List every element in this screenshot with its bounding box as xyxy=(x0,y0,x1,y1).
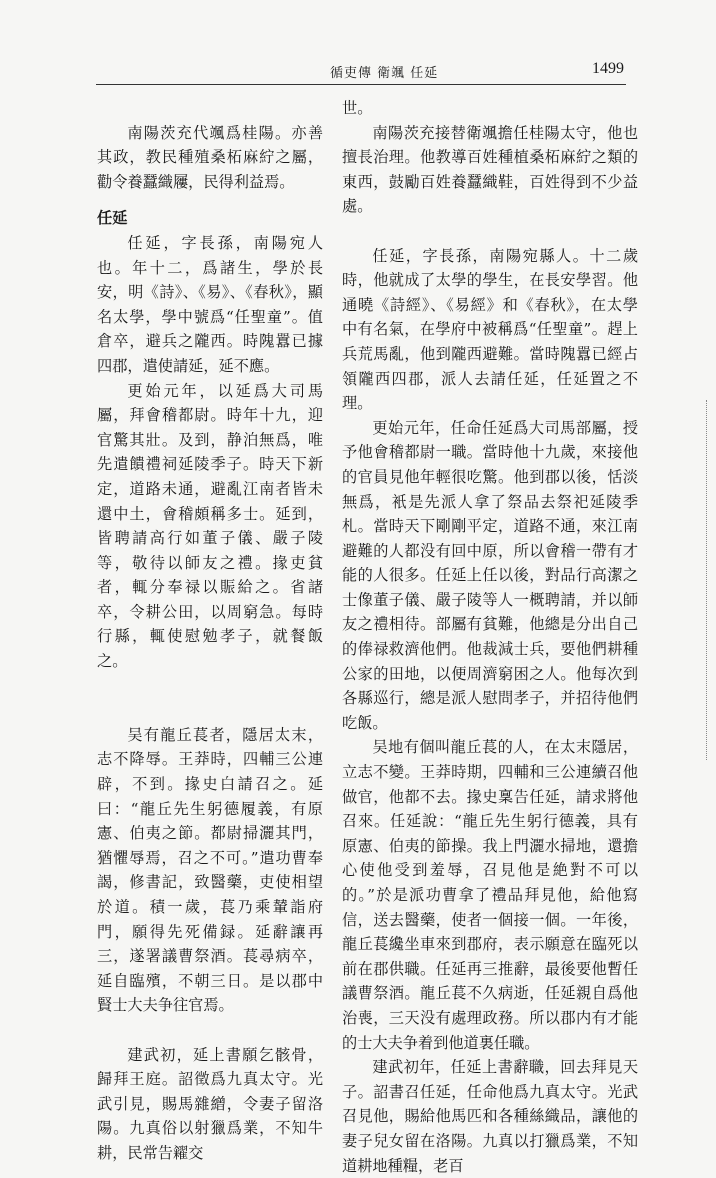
classical-paragraph: 南陽茨充代颯爲桂陽。亦善其政，教民種殖桑柘麻紵之屬，勸令養蠶織屨，民得利益焉。 xyxy=(97,123,323,191)
page-number: 1499 xyxy=(592,60,624,77)
translation-paragraph: 建武初年，任延上書辭職，回去拜見天子。詔書召任延，任命他爲九真太守。光武召見他，賜給他馬匹和各種絲織品，讓他的妻子兒女留在洛陽。九真以打獵爲業，不知道耕地種糧，老百 xyxy=(342,1058,638,1175)
running-title: 循吏傳 衛颯 任延 xyxy=(330,66,439,81)
classical-text-column xyxy=(97,96,323,1166)
translation-column xyxy=(342,96,638,1178)
paragraph-gap xyxy=(97,194,323,206)
classical-paragraph: 任延，字長孫，南陽宛人也。年十二，爲諸生，學於長安，明《詩》、《易》、《春秋》，顯名太學，學中號爲“任聖童”。值倉卒，避兵之隴西。時隗囂已據四郡，遣使請延，延不應。 xyxy=(97,233,323,375)
header-rule xyxy=(96,84,626,85)
classical-paragraph: 吴有龍丘萇者，隱居太末，志不降辱。王莽時，四輔三公連辟，不到。掾史白請召之。延曰：“龍丘先生躬德履義，有原憲、伯夷之節。都尉掃灑其門，猶懼辱焉，召之不可。”遣功曹奉謁，修書記，致醫藥，吏使相望於道。積一歲，萇乃乘輦詣府門，願得先死備録。延辭讓再三，遂署議曹祭酒。萇尋病卒，延自臨殯，不朝三日。是以郡中賢士大夫争往官焉。 xyxy=(97,725,323,1015)
page-header xyxy=(0,60,716,82)
scan-edge-mark xyxy=(706,400,710,760)
translation-paragraph: 世。 xyxy=(342,99,373,117)
translation-paragraph: 任延，字長孫，南陽宛縣人。十二歲時，他就成了太學的學生，在長安學習。他通曉《詩經》、《易經》和《春秋》，在太學中有名氣，在學府中被稱爲“任聖童”。趕上兵荒馬亂，他到隴西避難。當時隗囂已經占領隴西四郡，派人去請任延，任延置之不理。 xyxy=(342,246,638,413)
paragraph-gap xyxy=(97,698,323,723)
classical-paragraph: 建武初，延上書願乞骸骨，歸拜王庭。詔徵爲九真太守。光武引見，賜馬雜繒，令妻子留洛陽。九真俗以射獵爲業，不知牛耕，民常告糴交 xyxy=(97,1045,323,1162)
paragraph-gap xyxy=(97,1018,323,1043)
classical-paragraph: 更始元年，以延爲大司馬屬，拜會稽都尉。時年十九，迎官驚其壯。及到，静泊無爲，唯先遣饋禮祠延陵季子。時天下新定，道路未通，避亂江南者皆未還中土，會稽頗稱多士。延到，皆聘請高行如董子儀、嚴子陵等，敬待以師友之禮。掾吏貧者，輒分奉禄以賑給之。省諸卒，令耕公田，以周窮急。每時行縣，輒使慰勉孝子，就餐飯之。 xyxy=(97,381,323,671)
translation-paragraph: 吴地有個叫龍丘萇的人，在太末隱居，立志不變。王莽時期，四輔和三公連續召他做官，他都不去。掾史稟告任延，請求將他召來。任延說：“龍丘先生躬行德義，具有原憲、伯夷的節操。我上門灑水掃地，還擔心使他受到羞辱，召見他是絶對不可以的。”於是派功曹拿了禮品拜見他，給他寫信，送去醫藥，使者一個接一個。一年後，龍丘萇纔坐車來到郡府，表示願意在臨死以前在郡供職。任延再三推辭，最後要他暫任議曹祭酒。龍丘萇不久病逝，任延親自爲他治喪，三天没有處理政務。所以郡内有才能的士大夫争着到他道裏任職。 xyxy=(342,738,638,1052)
paragraph-gap xyxy=(97,674,323,699)
paragraph-gap xyxy=(342,219,638,244)
paragraph-gap xyxy=(97,96,323,121)
section-heading: 任延 xyxy=(97,209,128,228)
translation-paragraph: 更始元年，任命任延爲大司馬部屬，授予他會稽都尉一職。當時他十九歲，來接他的官員見他年輕很吃驚。他到郡以後，恬淡無爲，衹是先派人拿了祭品去祭祀延陵季札。當時天下剛剛平定，道路不通，來江南避難的人都没有回中原，所以會稽一帶有才能的人很多。任延上任以後，對品行高潔之士像董子儀、嚴子陵等人一概聘請，并以師友之禮相待。部屬有貧難，他總是分出自己的俸禄救濟他們。他裁減士兵，要他們耕種公家的田地，以便周濟窮困之人。他每次到各縣巡行，總是派人慰問孝子，并招待他們吃飯。 xyxy=(342,418,638,732)
translation-paragraph: 南陽茨充接替衛颯擔任桂陽太守，他也擅長治理。他教導百姓種植桑柘麻紵之類的東西，鼓勵百姓養蠶織鞋，百姓得到不少益處。 xyxy=(342,123,638,216)
